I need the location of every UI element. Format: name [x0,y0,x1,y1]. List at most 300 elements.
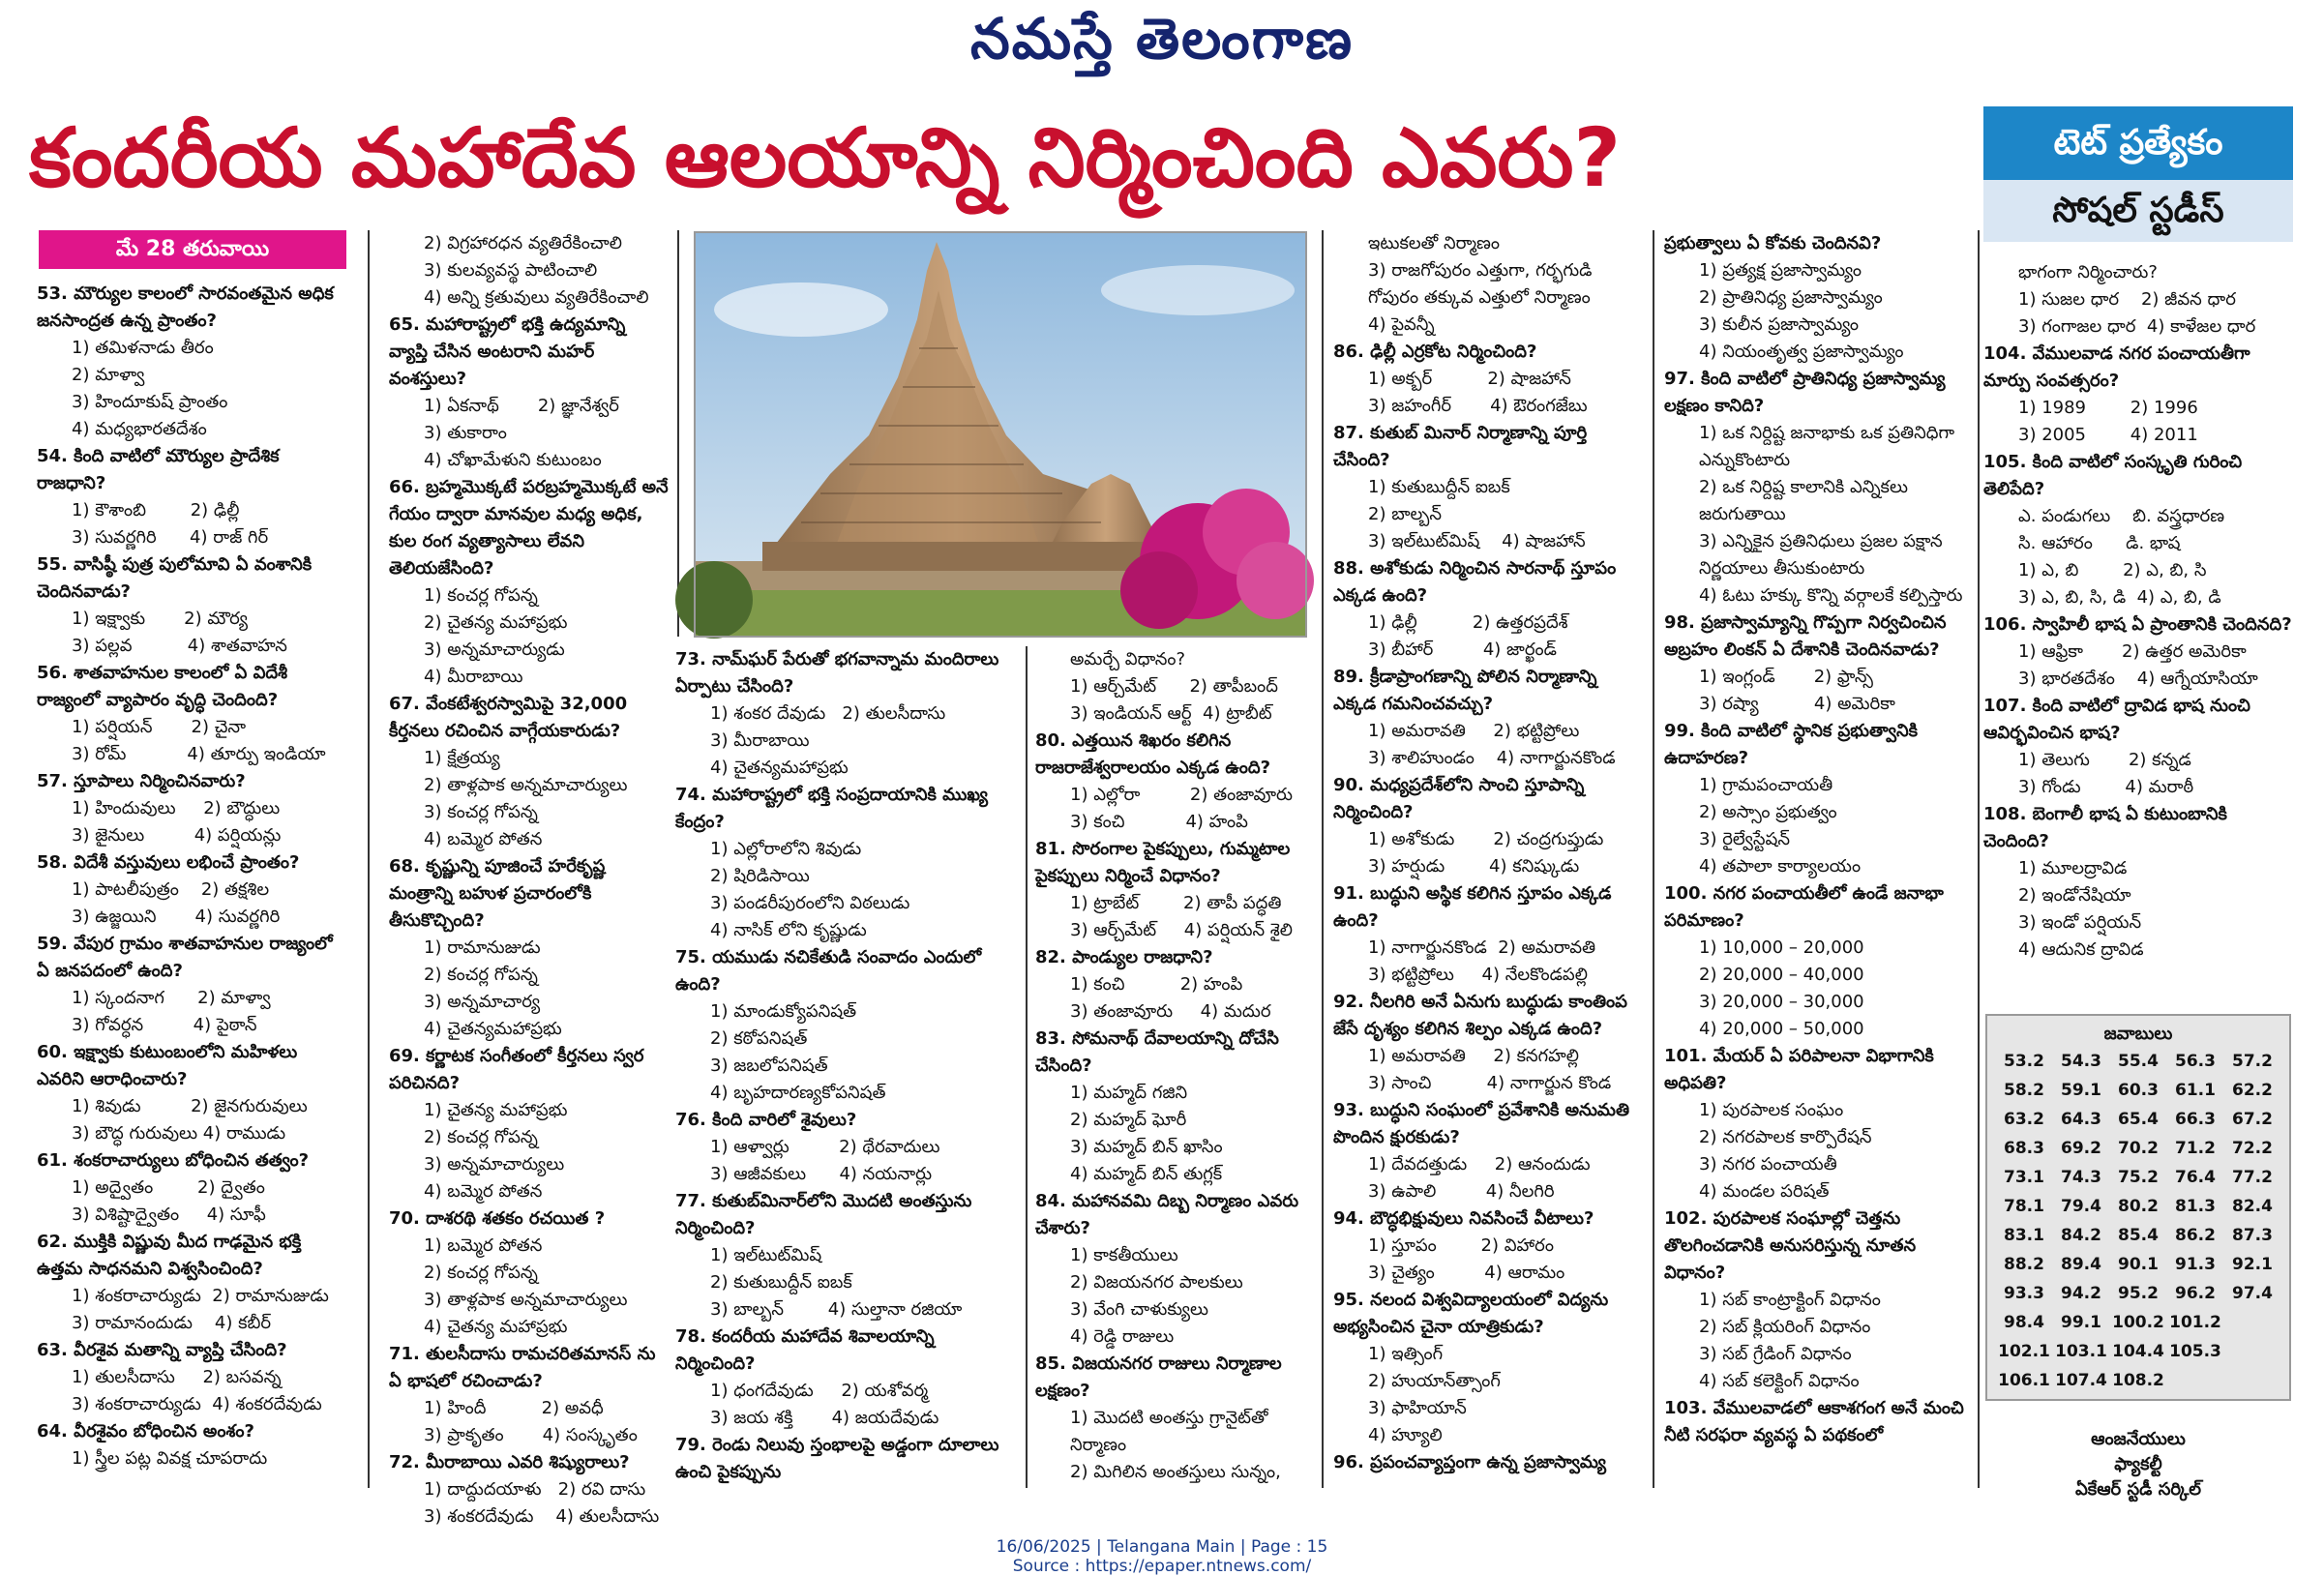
answer-cell: 104.4 [2112,1342,2164,1361]
option-text: 1) సుజల ధార 2) జీవన ధార [2018,289,2236,310]
temple-photo [695,232,1306,637]
option-text: 1) అద్వైతం 2) ద్వైతం [72,1177,265,1198]
question-column-7 [1983,259,2293,1014]
option-text: 1) పురపాలక సంఘం [1699,1100,1844,1120]
option-text: 4) పైవన్నీ [1368,314,1435,335]
option-text: 3) సాంచి 4) నాగార్జున కొండ [1368,1073,1612,1093]
option-text: 1) శంకరాచార్యుడు 2) రామానుజుడు [72,1286,329,1306]
option-text: 4) తపాలా కార్యాలయం [1699,856,1862,877]
question-column-2 [389,230,670,1527]
answer-cell: 60.3 [2118,1081,2159,1100]
option-text: 3) మీరాబాయి [710,730,810,751]
answer-cell [2225,1366,2279,1395]
option-text: 4) బమ్మెర పోతన [424,829,543,849]
option-text: 1) స్తూపం 2) విహారం [1368,1235,1554,1256]
answer-cell: 54.3 [2061,1052,2101,1071]
option-text: 3) రోమ్ 4) తూర్పు ఇండియా [72,744,326,764]
option-text: 2) తాళ్లపాక అన్నమాచార్యులు [424,775,628,795]
question-text: 91. బుద్ధుని అస్థిక కలిగిన స్తూపం ఎక్కడ ఉంది? [1333,883,1612,931]
option-text: 3) ఆర్చ్‌మేట్ 4) పర్షియన్ శైలి [1070,920,1294,940]
option-text: 1) హిందీ 2) అవధీ [424,1398,604,1418]
question-text: 73. నామ్‌ఘర్ పేరుతో భగవాన్నామ మందిరాలు ఏర్పాటు చేసింది? [675,649,999,697]
option-text: 4) చైతన్యమహాప్రభు [710,758,849,778]
answer-cell: 75.2 [2118,1168,2159,1187]
answer-cell: 101.2 [2169,1313,2221,1332]
answer-cell: 84.2 [2061,1226,2101,1245]
question-text: 60. ఇక్ష్వాకు కుటుంబంలోని మహిళలు ఎవరిని ఆరాధించారు? [37,1042,298,1089]
option-text: 2) నగరపాలక కార్పొరేషన్ [1699,1127,1872,1147]
option-text: 1) సబ్ కాంట్రాక్టింగ్ విధానం [1699,1290,1881,1310]
option-text: 3) నగర పంచాయతీ [1699,1154,1837,1175]
option-text: 1) పర్షియన్ 2) చైనా [72,717,247,737]
page-footer-info: 16/06/2025 | Telangana Main | Page : 15 [996,1537,1328,1557]
option-text: 1) ఇత్సింగ్ [1368,1344,1444,1364]
option-text: 3) సువర్ణగిరి 4) రాజ్ గిర్ [72,527,269,548]
question-text: 63. వీరశైవ మతాన్ని వ్యాప్తి చేసింది? [37,1340,287,1360]
option-text: 1) ఆర్చ్‌మేట్ 2) తాపీబంద్ [1070,676,1278,697]
question-text: 67. వేంకటేశ్వరస్వామిపై 32,000 కీర్తనలు రచించిన వాగ్గేయకారుడు? [389,694,628,741]
option-text: 1) కంచర్ల గోపన్న [424,585,538,606]
option-text: 4) చైతన్య మహాప్రభు [424,1317,568,1337]
answer-cell: 86.2 [2175,1226,2216,1245]
option-text: 3) సబ్ గ్రేడింగ్ విధానం [1699,1344,1852,1364]
answer-cell: 74.3 [2061,1168,2101,1187]
option-text: 4) రెడ్డి రాజులు [1070,1326,1175,1347]
column-divider [1653,230,1654,1488]
column-divider [677,230,679,637]
answer-cell: 61.1 [2175,1081,2216,1100]
option-text: 3) రాజగోపురం ఎత్తుగా, గర్భగుడి గోపురం తక్కువ ఎత్తులో నిర్మాణం [1368,260,1593,308]
option-text: 1) బమ్మెర పోతన [424,1235,543,1256]
answer-cell: 105.3 [2169,1342,2221,1361]
answer-cell: 76.4 [2175,1168,2216,1187]
answer-cell: 70.2 [2118,1139,2159,1158]
option-text: 1) ఢిల్లీ 2) ఉత్తరప్రదేశ్ [1368,612,1568,633]
option-text: 4) చోఖామేళుని కుటుంబం [424,450,602,470]
page-footer-source[interactable]: Source : https://epaper.ntnews.com/ [1012,1557,1312,1576]
question-text: 103. వేములవాడలో ఆకాశగంగ అనే మంచి నీటి సరఫరా వ్యవస్థ ఏ పథకంలో [1664,1398,1964,1445]
option-text: 3) హిందూకుష్ ప్రాంతం [72,392,228,412]
answer-cell: 71.2 [2175,1139,2216,1158]
answer-cell: 67.2 [2232,1110,2273,1129]
option-text: 1) తులసీదాసు 2) బసవన్న [72,1367,282,1387]
option-text: 2) మాళ్వా [72,365,145,385]
option-text: 3) ఎన్నికైన ప్రతినిధులు ప్రజల పక్షాన నిర్ణయాలు తీసుకుంటారు [1699,531,1943,579]
question-text: 55. వాసిష్ఠీ పుత్ర పులోమావి ఏ వంశానికి చెందినవాడు? [37,554,313,602]
option-text: 1) అక్బర్ 2) షాజహాన్ [1368,369,1571,389]
answer-cell: 102.1 [1998,1342,2050,1361]
answer-cell: 79.4 [2061,1197,2101,1216]
answer-row [1987,1047,2289,1076]
option-text: 4) బృహదారణ్యకోపనిషత్ [710,1083,886,1103]
option-text: 4) మహ్మద్ బిన్ తుగ్లక్ [1070,1164,1223,1184]
option-text: 1) పాటలీపుత్రం 2) తక్షశిల [72,879,270,900]
question-column-3 [675,646,1004,1488]
option-text: 1) ఏకనాథ్ 2) జ్ఞానేశ్వర్ [424,396,619,416]
option-text: 4) బమ్మెర పోతన [424,1181,543,1202]
answer-cell: 66.3 [2175,1110,2216,1129]
option-text: 1) ధంగదేవుడు 2) యశోవర్మ [710,1381,929,1401]
question-text: 101. మేయర్ ఏ పరిపాలనా విభాగానికి అధిపతి? [1664,1046,1934,1093]
option-text: 3) ఉపాలి 4) నీలగిరి [1368,1181,1555,1202]
page-headline: కందరీయ మహాదేవ ఆలయాన్ని నిర్మించింది ఎవరు? [29,110,1622,205]
answer-cell: 95.2 [2118,1284,2159,1303]
option-text: భాగంగా నిర్మించారు? [2018,262,2158,282]
option-text: 1) మొదటి అంతస్తు గ్రానైట్‌తో నిర్మాణం [1070,1408,1268,1455]
option-text: 3) మహ్మద్ బిన్ ఖాసిం [1070,1137,1223,1157]
option-text: 2) విగ్రహారధన వ్యతిరేకించాలి [424,233,622,253]
option-text: అమర్చే విధానం? [1070,649,1186,669]
option-text: 1) ఆళ్వార్లు 2) థేరవాదులు [710,1137,940,1157]
option-text: 3) ఇండియన్ ఆర్ట్ 4) ట్రాబీట్ [1070,703,1272,724]
option-text: 3) ప్రాకృతం 4) సంస్కృతం [424,1425,638,1445]
option-text: 1) అమరావతి 2) భట్టిప్రోలు [1368,721,1580,741]
option-text: 1) అశోకుడు 2) చంద్రగుప్తుడు [1368,829,1604,849]
option-text: 1) శివుడు 2) జైనగురువులు [72,1096,308,1116]
option-text: 1) ఎల్లోరాలోని శివుడు [710,839,862,859]
answer-cell: 100.2 [2112,1313,2164,1332]
answer-cell: 81.3 [2175,1197,2216,1216]
option-text: 2) కంచర్ల గోపన్న [424,1263,538,1283]
continuation-tag: మే 28 తరువాయి [39,230,346,269]
option-text: 4) అన్ని క్రతువులు వ్యతిరేకించాలి [424,287,649,308]
option-text: 4) సబ్ కలెక్టింగ్ విధానం [1699,1371,1860,1391]
column-divider [1978,230,1980,1488]
question-text: 99. కింది వాటిలో స్థానిక ప్రభుత్వానికి ఉదాహరణ? [1664,721,1918,768]
answer-cell [2168,1366,2222,1395]
option-text: 1) స్కందనాగ 2) మాళ్వా [72,988,271,1008]
option-text: 3) తుకారాం [424,423,507,443]
option-text: 1) హిందువులు 2) బౌద్ధులు [72,798,281,818]
answer-cell: 64.3 [2061,1110,2101,1129]
question-text: 76. కింది వారిలో శైవులు? [675,1110,857,1130]
option-text: 2) అస్సాం ప్రభుత్వం [1699,802,1837,822]
option-text: 1) 10,000 – 20,000 [1699,937,1864,958]
question-text: 74. మహారాష్ట్రలో భక్తి సంప్రదాయానికి ముఖ్య కేంద్రం? [675,785,989,832]
answer-cell: 58.2 [2004,1081,2044,1100]
option-text: 3) జహంగీర్ 4) ఔరంగజేబు [1368,396,1588,416]
column-divider [368,230,370,1488]
answer-cell: 98.4 [2004,1313,2044,1332]
answer-key-title: జవాబులు [2103,1024,2173,1044]
author-name: ఆంజనేయులు [2091,1429,2186,1449]
question-text: 100. నగర పంచాయతీలో ఉండే జనాభా పరిమాణం? [1664,883,1944,931]
option-text: 1) శంకర దేవుడు 2) తులసీదాసు [710,703,946,724]
option-text: 1) రామానుజుడు [424,937,541,958]
author-role: ఫ్యాకల్టీ [2114,1454,2162,1474]
option-text: 1) తెలుగు 2) కన్నడ [2018,750,2191,770]
option-text: 1) మహ్మద్ గజిని [1070,1083,1188,1103]
answer-row [1987,1366,2289,1395]
question-text: 75. యముడు నచికేతుడి సంవాదం ఎందులో ఉంది? [675,947,982,995]
question-text: 97. కింది వాటిలో ప్రాతినిధ్య ప్రజాస్వామ్య లక్షణం కానిది? [1664,369,1946,416]
answer-cell: 82.4 [2232,1197,2273,1216]
answer-cell: 88.2 [2004,1255,2044,1274]
question-text: 53. మౌర్యుల కాలంలో సారవంతమైన అధిక జనసాంద్రత ఉన్న ప్రాంతం? [37,283,334,331]
option-text: 3) విశిష్టాద్వైతం 4) సూఫీ [72,1204,266,1225]
answer-row [1987,1134,2289,1163]
answer-cell: 65.4 [2118,1110,2159,1129]
answer-cell: 62.2 [2232,1081,2273,1100]
answer-cell: 85.4 [2118,1226,2159,1245]
question-text: 80. ఎత్తయిన శిఖరం కలిగిన రాజరాజేశ్వరాలయం ఎక్కడ ఉంది? [1035,730,1271,778]
option-text: 3) ఆజీవకులు 4) నయనార్లు [710,1164,933,1184]
answer-cell: 78.1 [2004,1197,2044,1216]
question-column-1 [37,281,344,1490]
option-text: 1) నాగార్జునకొండ 2) అమరావతి [1368,937,1596,958]
question-text: 65. మహారాష్ట్రలో భక్తి ఉద్యమాన్ని వ్యాప్తి చేసిన అంటరాని మహర్ వంశస్తులు? [389,314,626,389]
question-text: 69. కర్ణాటక సంగీతంలో కీర్తనలు స్వర పరిచినది? [389,1046,644,1093]
question-text: 77. కుతుబ్‌మినార్‌లోని మొదటి అంతస్తును నిర్మించింది? [675,1191,972,1238]
question-text: 96. ప్రపంచవ్యాప్తంగా ఉన్న ప్రజాస్వామ్య [1333,1452,1607,1472]
option-text: 1) ఎ, బి 2) ఎ, బి, సి [2018,560,2207,580]
author-institute: ఏకేఆర్ స్టడీ సర్కిల్ [2075,1479,2201,1500]
question-text: 57. స్తూపాలు నిర్మించినవారు? [37,771,246,791]
question-text: 104. వేములవాడ నగర పంచాయతీగా మార్పు సంవత్సరం? [1983,343,2250,391]
question-text: 68. కృష్ణున్ని పూజించే హరేకృష్ణ మంత్రాన్ని బహుళ ప్రచారంలోకి తీసుకొచ్చింది? [389,856,606,931]
option-text: 3) శాలిహుండం 4) నాగార్జునకొండ [1368,748,1616,768]
option-text: 3) గోండు 4) మరాఠీ [2018,777,2194,797]
option-text: 3) ఇండో పర్షియన్ [2018,912,2142,933]
question-text: 58. విదేశీ వస్తువులు లభించే ప్రాంతం? [37,852,300,873]
tet-special-label: టెట్ ప్రత్యేకం [1983,106,2293,180]
answer-cell: 53.2 [2004,1052,2044,1071]
answer-cell: 103.1 [2055,1342,2107,1361]
answer-row [1987,1105,2289,1134]
option-text: 1) కుతుబుద్దీన్ ఐబక్ [1368,477,1510,497]
option-text: 4) నియంతృత్వ ప్రజాస్వామ్యం [1699,342,1904,362]
option-text: 3) జయ శక్తి 4) జయదేవుడు [710,1408,939,1428]
answer-cell: 83.1 [2004,1226,2044,1245]
option-text: 1) గ్రామపంచాయతీ [1699,775,1833,795]
option-text: 1) ఎల్లోరా 2) తంజావూరు [1070,785,1293,805]
option-text: 2) మహ్మద్ ఘోరీ [1070,1110,1187,1130]
masthead-logo: నమస్తే తెలంగాణ [970,6,1354,72]
option-text: 1) స్త్రీల పట్ల వివక్ష చూపరాదు [72,1448,268,1469]
question-text: 85. విజయనగర రాజులు నిర్మాణాల లక్షణం? [1035,1353,1282,1401]
question-text: 56. శాతవాహనుల కాలంలో ఏ విదేశీ రాజ్యంలో వ్యాపారం వృద్ధి చెందింది? [37,663,288,710]
answer-cell: 96.2 [2175,1284,2216,1303]
option-text: 3) కంచర్ల గోపన్న [424,802,538,822]
option-text: 3) రైల్వేస్టేషన్ [1699,829,1790,849]
answer-cell: 69.2 [2061,1139,2101,1158]
answer-cell: 108.2 [2112,1371,2164,1390]
answer-row [1987,1279,2289,1308]
column-divider [1026,646,1028,1488]
option-text: 3) పండరీపురంలోని విఠలుడు [710,893,910,913]
option-text: 4) మండల పరిషత్ [1699,1181,1830,1202]
question-text: 92. నీలగిరి అనే ఏనుగు బుద్ధుడు కాంతింప జేసే దృశ్యం కలిగిన శిల్పం ఎక్కడ ఉంది? [1333,992,1627,1039]
answer-cell: 99.1 [2061,1313,2101,1332]
option-text: 1) ట్రాబేట్ 2) తాపీ పద్ధతి [1070,893,1282,913]
option-text: 1) కాకతీయులు [1070,1245,1178,1265]
answer-cell: 55.4 [2118,1052,2159,1071]
answer-cell: 57.2 [2232,1052,2273,1071]
answer-row [1987,1250,2289,1279]
option-text: 2) షిరిడిసాయి [710,866,810,886]
question-text: 106. స్వాహిలీ భాష ఏ ప్రాంతానికి చెందినది? [1983,614,2292,635]
question-column-4 [1035,646,1316,1488]
option-text: 3) భారతదేశం 4) ఆగ్నేయాసియా [2018,669,2258,689]
answer-cell: 68.3 [2004,1139,2044,1158]
option-text: 4) మధ్యభారతదేశం [72,419,207,439]
question-text: 78. కందరీయ మహాదేవ శివాలయాన్ని నిర్మించింది? [675,1326,935,1374]
question-text: 62. ముక్తికి విష్ణువు మీద గాఢమైన భక్తి ఉత్తమ సాధనమని విశ్వసించింది? [37,1232,302,1279]
option-text: 3) 2005 4) 2011 [2018,425,2198,445]
option-text: 4) నాసిక్ లోని కృష్ణుడు [710,920,867,940]
option-text: 2) కంచర్ల గోపన్న [424,1127,538,1147]
answer-cell: 93.3 [2004,1284,2044,1303]
answer-row [1987,1076,2289,1105]
option-text: 3) శంకరాచార్యుడు 4) శంకరదేవుడు [72,1394,322,1414]
question-text: ప్రభుత్వాలు ఏ కోవకు చెందినవి? [1664,233,1882,253]
answer-cell: 94.2 [2061,1284,2101,1303]
answer-cell: 56.3 [2175,1052,2216,1071]
answer-cell: 107.4 [2055,1371,2107,1390]
answer-row [1987,1308,2289,1337]
option-text: 3) ఫాహియాన్ [1368,1398,1467,1418]
question-text: 70. దాశరథి శతకం రచయిత ? [389,1208,606,1229]
answer-cell: 80.2 [2118,1197,2159,1216]
option-text: 2) 20,000 – 40,000 [1699,965,1864,985]
option-text: 3) ఎ, బి, సి, డి 4) ఎ, బి, డి [2018,587,2221,608]
option-text: 3) జబలోపనిషత్ [710,1056,828,1076]
option-text: 2) కఠోపనిషత్ [710,1028,808,1049]
question-text: 105. కింది వాటిలో సంస్కృతి గురించి తెలిపేది? [1983,452,2243,499]
question-text: 61. శంకరాచార్యులు బోధించిన తత్వం? [37,1150,310,1171]
option-text: 1) ఆఫ్రికా 2) ఉత్తర అమెరికా [2018,641,2247,662]
column-divider [1322,230,1324,1488]
question-text: 64. వీరశైవం బోధించిన అంశం? [37,1421,254,1442]
question-text: 59. వేపుర గ్రామం శాతవాహనుల రాజ్యంలో ఏ జనపదంలో ఉంది? [37,934,333,981]
option-text: 3) గోవర్ధన 4) పైఠాన్ [72,1015,257,1035]
answer-cell [2225,1308,2279,1337]
question-text: 66. బ్రహ్మమొక్కటే పరబ్రహ్మమొక్కటే అనే గేయం ద్వారా మానవుల మధ్య అధిక, కుల రంగ వ్యత్యాసాలు లేవని తెలియజేసింది? [389,477,669,579]
option-text: 4) చైతన్యమహాప్రభు [424,1019,562,1039]
option-text: 1) 1989 2) 1996 [2018,398,2198,418]
answer-row [1987,1163,2289,1192]
answer-row [1987,1192,2289,1221]
option-text: 3) పల్లవ 4) శాతవాహన [72,636,287,656]
option-text: 3) శంకరదేవుడు 4) తులసీదాసు [424,1506,660,1527]
question-text: 82. పాండ్యుల రాజధాని? [1035,947,1213,967]
option-text: 1) కౌశాంబి 2) ఢిల్లీ [72,500,240,520]
option-text: 2) బాల్బన్ [1368,504,1442,524]
option-text: 2) విజయనగర పాలకులు [1070,1272,1243,1293]
option-text: 4) మీరాబాయి [424,667,523,687]
question-column-5 [1333,230,1643,1490]
option-text: 3) అన్నమాచార్య [424,992,541,1012]
option-text: 1) క్షేత్రయ్య [424,748,500,768]
question-text: 81. సొరంగాల పైకప్పులు, గుమ్మటాల పైకప్పులు నిర్మించే విధానం? [1035,839,1291,886]
subject-label: సోషల్ స్టడీస్ [1983,180,2293,242]
answer-cell: 59.1 [2061,1081,2101,1100]
option-text: 3) ఉజ్జయిని 4) సువర్ణగిరి [72,907,281,927]
option-text: 2) ఒక నిర్దిష్ట కాలానికి ఎన్నికలు జరుగుతాయి [1699,477,1908,524]
question-text: 107. కింది వాటిలో ద్రావిడ భాష నుంచి ఆవిర్భవించిన భాష? [1983,696,2250,743]
question-text: 84. మహానవమి దిబ్బ నిర్మాణం ఎవరు చేశారు? [1035,1191,1299,1238]
question-text: 54. కింది వాటిలో మౌర్యుల ప్రాదేశిక రాజధాని? [37,446,280,493]
option-text: ఇటుకలతో నిర్మాణం [1368,233,1501,253]
question-text: 71. తులసీదాసు రామచరితమానస్ ను ఏ భాషలో రచించాడు? [389,1344,656,1391]
question-text: 95. నలంద విశ్వవిద్యాలయంలో విద్యను అభ్యసించిన చైనా యాత్రికుడు? [1333,1290,1609,1337]
answer-cell: 90.1 [2118,1255,2159,1274]
author-credit [1985,1427,2291,1502]
option-text: 1) అమరావతి 2) కనగహల్లి [1368,1046,1579,1066]
option-text: 1) చైతన్య మహాప్రభు [424,1100,568,1120]
question-text: 72. మీరాబాయి ఎవరి శిష్యురాలు? [389,1452,630,1472]
option-text: 1) కంచి 2) హంపి [1070,974,1243,995]
option-text: 2) ఇండోనేషియా [2018,885,2131,906]
option-text: 2) మిగిలిన అంతస్తులు సున్నం, [1070,1462,1281,1482]
answer-cell: 63.2 [2004,1110,2044,1129]
option-text: 3) రామానందుడు 4) కబీర్ [72,1313,272,1333]
answer-cell: 97.4 [2232,1284,2273,1303]
option-text: 4) హ్యూలి [1368,1425,1443,1445]
question-text: 89. క్రీడాప్రాంగణాన్ని పోలిన నిర్మాణాన్ని ఎక్కడ గమనించవచ్చు? [1333,667,1597,714]
option-text: 3) వేంగి చాళుక్యులు [1070,1299,1208,1320]
question-text: 94. బౌద్ధభిక్షువులు నివసించే వీటాలు? [1333,1208,1594,1229]
answer-cell: 92.1 [2232,1255,2273,1274]
option-text: 2) హుయాన్‌త్సాంగ్ [1368,1371,1501,1391]
option-text: 1) ఒక నిర్దిష్ట జనాభాకు ఒక ప్రతినిధిగా ఎన్నుకొంటారు [1699,423,1955,470]
option-text: 2) కంచర్ల గోపన్న [424,965,538,985]
answer-cell: 87.3 [2232,1226,2273,1245]
answer-cell: 91.3 [2175,1255,2216,1274]
answer-cell: 106.1 [1998,1371,2050,1390]
answer-row [1987,1337,2289,1366]
option-text: 3) చైత్యం 4) ఆరామం [1368,1263,1565,1283]
option-text: 3) ఇల్‌టుట్‌మిష్ 4) షాజహాన్ [1368,531,1586,551]
question-text: 93. బుద్ధుని సంఘంలో ప్రవేశానికి అనుమతి పొందిన క్షురకుడు? [1333,1100,1630,1147]
option-text: 4) ఓటు హక్కు కొన్ని వర్గాలకే కల్పిస్తారు [1699,585,1963,606]
question-text: 108. బెంగాలీ భాష ఏ కుటుంబానికి చెందింది? [1983,804,2227,851]
answer-cell: 73.1 [2004,1168,2044,1187]
answer-cell: 77.2 [2232,1168,2273,1187]
option-text: 3) అన్నమాచార్యుడు [424,639,565,660]
option-text: 3) భట్టిప్రోలు 4) నేలకొండపల్లి [1368,965,1588,985]
option-text: 2) చైతన్య మహాప్రభు [424,612,568,633]
question-text: 79. రెండు నిలువు స్తంభాలపై అడ్డంగా దూలాలు ఉంచి పైకప్పును [675,1435,999,1482]
option-text: 1) ఇక్ష్వాకు 2) మౌర్య [72,609,249,629]
option-text: 3) బాల్బన్ 4) సుల్తానా రజియా [710,1299,963,1320]
question-column-6 [1664,230,1974,1490]
option-text: 3) కులీన ప్రజాస్వామ్యం [1699,314,1860,335]
option-text: 3) బౌద్ధ గురువులు 4) రాముడు [72,1123,286,1144]
option-text: సి. ఆహారం డి. భాష [2018,533,2181,553]
answer-cell: 89.4 [2061,1255,2101,1274]
question-text: 86. ఢిల్లీ ఎర్రకోట నిర్మించింది? [1333,342,1537,362]
option-text: 2) సబ్ క్లియరింగ్ విధానం [1699,1317,1871,1337]
option-text: 3) బీహార్ 4) జార్ఖండ్ [1368,639,1557,660]
option-text: 1) మాండుక్యోపనిషత్ [710,1001,857,1022]
option-text: 3) తంజావూరు 4) మదుర [1070,1001,1271,1022]
option-text: 3) 20,000 – 30,000 [1699,992,1864,1012]
question-text: 98. ప్రజాస్వామ్యాన్ని గొప్పగా నిర్వచించిన అబ్రహం లింకన్ ఏ దేశానికి చెందినవాడు? [1664,612,1947,660]
option-text: 1) ఇంగ్లండ్ 2) ఫ్రాన్స్ [1699,667,1873,687]
question-text: 90. మధ్యప్రదేశ్‌లోని సాంచి స్తూపాన్ని నిర్మించింది? [1333,775,1585,822]
question-text: 102. పురపాలక సంఘాల్లో చెత్తను తొలగించడానికి అనుసరిస్తున్న నూతన విధానం? [1664,1208,1917,1283]
question-text: 83. సోమనాథ్ దేవాలయాన్ని దోచేసి చేసింది? [1035,1028,1279,1076]
answer-cell: 72.2 [2232,1139,2273,1158]
option-text: 3) రష్యా 4) అమెరికా [1699,694,1895,714]
answer-cell [2225,1337,2279,1366]
option-text: 3) అన్నమాచార్యులు [424,1154,565,1175]
option-text: 3) తాళ్లపాక అన్నమాచార్యులు [424,1290,628,1310]
answer-key-box [1985,1014,2291,1401]
question-text: 87. కుతుబ్ మినార్ నిర్మాణాన్ని పూర్తి చేసింది? [1333,423,1588,470]
option-text: 2) ప్రాతినిధ్య ప్రజాస్వామ్యం [1699,287,1883,308]
